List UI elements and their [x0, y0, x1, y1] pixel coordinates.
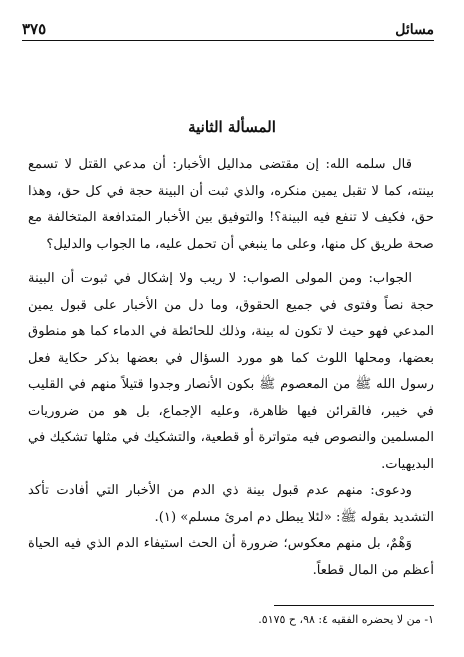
footnote-divider [274, 605, 434, 606]
footnote: ١- من لا يحضره الفقيه ٤: ٩٨، ح ٥١٧٥. [258, 613, 434, 626]
paragraph-claim: ودعوى: منهم عدم قبول بينة ذي الدم من الأخبار التي أفادت تأكد التشديد بقوله ﷺ: «لئلا يبطل دم امرئ مسلم» (١). [28, 483, 434, 525]
header-divider [22, 40, 434, 41]
section-title: المسألة الثانية [188, 118, 276, 136]
body-text [28, 152, 434, 584]
paragraph-answer: الجواب: ومن المولى الصواب: لا ريب ولا إشكال في ثبوت أن البينة حجة نصاً وفتوى في جميع الحقوق، وما دل من الأخبار على قبول يمين المدعي فهو حيث لا تكون له بينة، وذلك للحائطة في الدماء كما هو منطوق بعضها، ومحلها اللوث كما هو مورد السؤال في بعضها بذكر حكاية فعل رسول الله ﷺ من المعصوم ﷺ بكون الأنصار وجدوا قتيلاً منهم في القليب في خيبر، فالقرائن فيها ظاهرة، وعليه الإجماع، بل هو من ضروريات المسلمين والنصوص فيه متواترة أو قطعية، والتشكيك في مثلها تشكيك في البديهيات. [28, 271, 434, 472]
page-header [22, 16, 434, 38]
running-title: مسائل [395, 22, 434, 38]
paragraph-refutation: وَهْمٌ، بل منهم معكوس؛ ضرورة أن الحث استيفاء الدم الذي فيه الحياة أعظم من المال قطعاً. [28, 536, 434, 578]
paragraph-question: قال سلمه الله: إن مقتضى مداليل الأخبار: أن مدعي القتل لا تسمع بينته، كما لا تقبل يمين منكره، والذي ثبت أن البينة حجة في كل حق، وهذا حق، فكيف لا تنفع فيه البينة؟! والتوفيق بين الأخبار المتدافعة المتخالفة مع صحة طريق كل منها، وعلى ما ينبغي أن تحمل عليه، ما الجواب والدليل؟ [28, 157, 434, 252]
page-number: ٣٧٥ [22, 20, 47, 38]
